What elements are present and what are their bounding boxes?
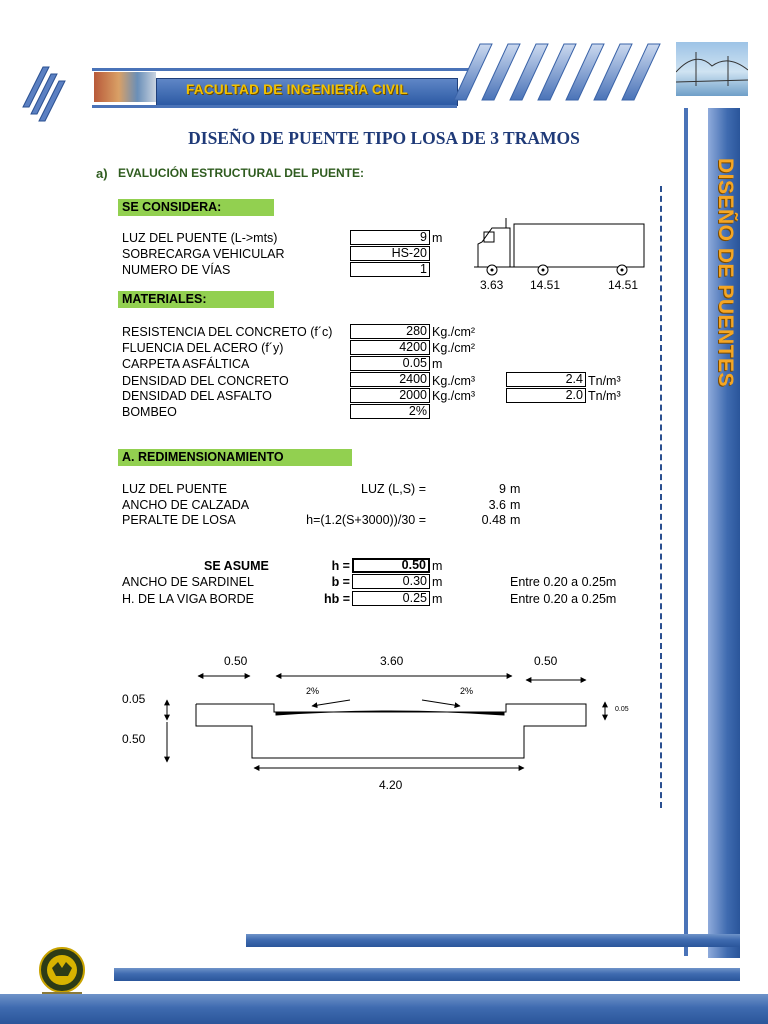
- asume-label-b: ANCHO DE SARDINEL: [122, 575, 254, 589]
- asume-unit-hb: m: [432, 592, 443, 606]
- dim-top-right: 0.50: [534, 654, 558, 668]
- materiales-label-dens-asfalto: DENSIDAD DEL ASFALTO: [122, 389, 272, 403]
- asume-value-h: 0.50: [352, 558, 430, 573]
- footer-bar-upper: [246, 934, 740, 947]
- materiales-value-carpeta: 0.05: [350, 356, 430, 371]
- truck-load-middle: 14.51: [530, 278, 561, 292]
- asume-label-h: SE ASUME: [204, 559, 269, 573]
- materiales-value-dens-asfalto: 2000: [350, 388, 430, 403]
- materiales-unit2-dens-concreto: Tn/m³: [588, 374, 621, 388]
- materiales-label-dens-concreto: DENSIDAD DEL CONCRETO: [122, 374, 289, 388]
- truck-load-front: 3.63: [480, 278, 504, 292]
- asume-sym-h: h =: [331, 559, 350, 573]
- materiales-heading: MATERIALES:: [118, 291, 274, 308]
- dim-top-center: 3.60: [380, 654, 404, 668]
- page-title: DISEÑO DE PUENTE TIPO LOSA DE 3 TRAMOS: [188, 128, 580, 148]
- redim-formula-peralte: h=(1.2(S+3000))/30 =: [306, 513, 426, 527]
- considera-label-vias: NUMERO DE VÍAS: [122, 263, 231, 277]
- considera-unit-luz: m: [432, 231, 443, 245]
- redim-formula-luz: LUZ (L,S) =: [361, 482, 426, 496]
- asume-note-hb: Entre 0.20 a 0.25m: [510, 592, 617, 606]
- cross-section-drawing: [150, 664, 630, 784]
- redim-unit-peralte: m: [510, 513, 521, 527]
- considera-heading: SE CONSIDERA:: [118, 199, 274, 216]
- asume-label-hb: H. DE LA VIGA BORDE: [122, 592, 254, 606]
- footer-bar-bottom: [0, 994, 768, 1024]
- redim-value-calzada: 3.6: [488, 498, 506, 512]
- footer-bar-middle: [114, 968, 740, 981]
- materiales-unit-concreto: Kg./cm²: [432, 325, 476, 339]
- section-a-letter: a): [96, 166, 108, 181]
- materiales-label-concreto: RESISTENCIA DEL CONCRETO (f´c): [122, 325, 333, 339]
- dim-top-left: 0.50: [224, 654, 248, 668]
- redim-label-peralte: PERALTE DE LOSA: [122, 513, 236, 527]
- materiales-value-concreto: 280: [350, 324, 430, 339]
- considera-value-sobrecarga: HS-20: [350, 246, 430, 261]
- university-seal: [34, 946, 90, 998]
- asume-value-hb: 0.25: [352, 591, 430, 606]
- faculty-title: FACULTAD DE INGENIERÍA CIVIL: [186, 82, 408, 97]
- slope-right-label: 2%: [460, 686, 474, 696]
- redim-heading: A. REDIMENSIONAMIENTO: [118, 449, 352, 466]
- materiales-label-carpeta: CARPETA ASFÁLTICA: [122, 357, 250, 371]
- truck-load-rear: 14.51: [608, 278, 639, 292]
- materiales-value-acero: 4200: [350, 340, 430, 355]
- redim-unit-calzada: m: [510, 498, 521, 512]
- header-slash-stripes: [450, 42, 680, 102]
- dim-left-bottom: 0.50: [122, 732, 146, 746]
- materiales-value-bombeo: 2%: [350, 404, 430, 419]
- materiales-unit-acero: Kg./cm²: [432, 341, 476, 355]
- materiales-label-acero: FLUENCIA DEL ACERO (f´y): [122, 341, 284, 355]
- header-logo-stripes: [15, 62, 70, 132]
- section-a-title: EVALUCIÓN ESTRUCTURAL DEL PUENTE:: [118, 166, 365, 180]
- asume-unit-b: m: [432, 575, 443, 589]
- considera-label-sobrecarga: SOBRECARGA VEHICULAR: [122, 247, 285, 261]
- materiales-value2-dens-concreto: 2.4: [506, 372, 586, 387]
- header-bottom-line: [92, 105, 457, 108]
- asume-unit-h: m: [432, 559, 443, 573]
- redim-label-luz: LUZ DEL PUENTE: [122, 482, 228, 496]
- side-title: DISEÑO DE PUENTES: [714, 158, 737, 388]
- redim-unit-luz: m: [510, 482, 521, 496]
- redim-value-luz: 9: [499, 482, 506, 496]
- redim-value-peralte: 0.48: [481, 513, 506, 527]
- materiales-label-bombeo: BOMBEO: [122, 405, 177, 419]
- considera-value-vias: 1: [350, 262, 430, 277]
- dim-bottom: 4.20: [379, 778, 403, 792]
- truck-drawing: [470, 214, 650, 276]
- asume-sym-hb: hb =: [323, 592, 350, 606]
- slope-left-label: 2%: [306, 686, 320, 696]
- materiales-unit2-dens-asfalto: Tn/m³: [588, 389, 621, 403]
- dashed-divider: [660, 186, 662, 808]
- redim-label-calzada: ANCHO DE CALZADA: [122, 498, 250, 512]
- materiales-unit-dens-asfalto: Kg./cm³: [432, 389, 476, 403]
- header-photo-worker: [94, 72, 156, 102]
- materiales-value2-dens-asfalto: 2.0: [506, 388, 586, 403]
- dim-left-top: 0.05: [122, 692, 146, 706]
- asume-note-b: Entre 0.20 a 0.25m: [510, 575, 617, 589]
- header-top-line: [92, 68, 475, 71]
- side-band-outer: [684, 108, 688, 956]
- dim-right: 0.05: [615, 706, 629, 713]
- materiales-unit-dens-concreto: Kg./cm³: [432, 374, 476, 388]
- considera-value-luz: 9: [350, 230, 430, 245]
- materiales-unit-carpeta: m: [432, 357, 443, 371]
- asume-sym-b: b =: [331, 575, 350, 589]
- header-photo-bridge: [676, 42, 748, 96]
- considera-label-luz: LUZ DEL PUENTE (L->mts): [122, 231, 278, 245]
- materiales-value-dens-concreto: 2400: [350, 372, 430, 387]
- asume-value-b: 0.30: [352, 574, 430, 589]
